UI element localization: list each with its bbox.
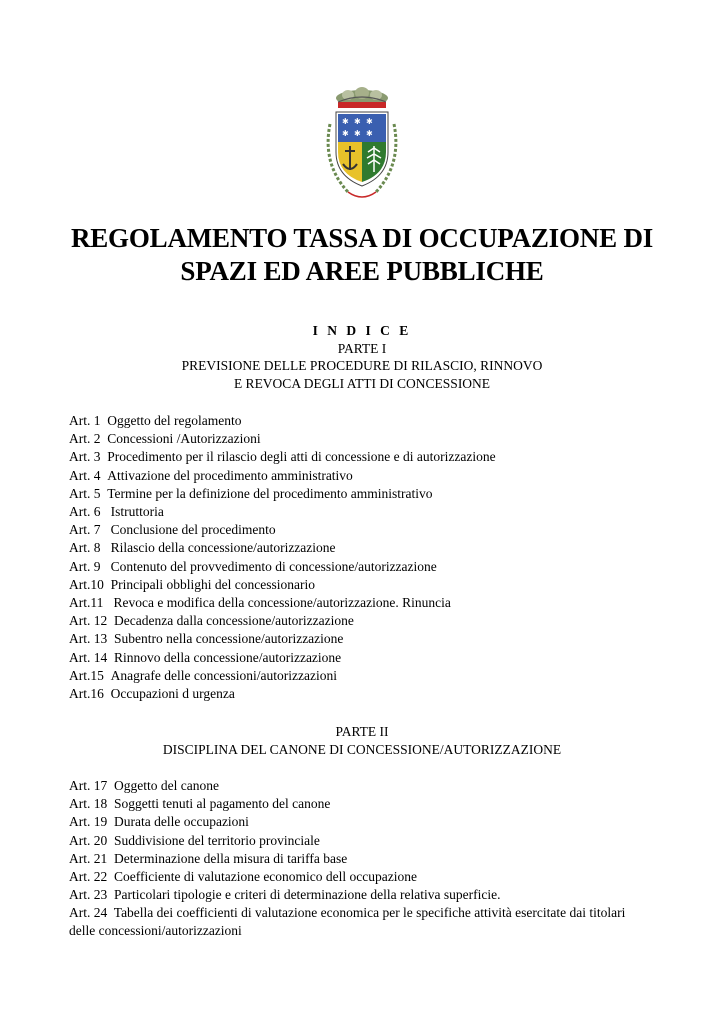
article-title: Revoca e modifica della concessione/autorizzazione. Rinuncia	[110, 595, 451, 611]
article-number: Art.16	[69, 686, 104, 702]
article-number: Art. 6	[69, 504, 101, 520]
article-number: Art. 2	[69, 431, 101, 447]
article-row	[69, 448, 669, 466]
article-number: Art. 21	[69, 850, 108, 866]
article-title: Oggetto del regolamento	[107, 413, 242, 428]
article-title: Anagrafe delle concessioni/autorizzazioni	[110, 667, 338, 683]
article-number: Art. 7	[69, 522, 101, 538]
article-title: Termine per la definizione del procedimento amministrativo	[107, 485, 433, 501]
article-title: Soggetti tenuti al pagamento del canone	[114, 796, 331, 812]
article-title: Determinazione della misura di tariffa base	[114, 850, 348, 866]
article-row	[69, 685, 669, 703]
article-row	[69, 612, 669, 630]
article-number: Art. 13	[69, 631, 108, 647]
article-number: Art. 4	[69, 467, 101, 483]
article-title: Attivazione del procedimento amministrativo	[107, 467, 353, 483]
article-title: Decadenza dalla concessione/autorizzazione	[114, 613, 354, 629]
title-line-1: REGOLAMENTO TASSA DI OCCUPAZIONE DI	[70, 223, 654, 253]
article-title: Concessioni /Autorizzazioni	[107, 431, 261, 447]
article-row	[69, 649, 669, 667]
article-number: Art. 9	[69, 558, 101, 574]
article-title: Rinnovo della concessione/autorizzazione	[114, 649, 342, 665]
article-row	[69, 667, 669, 685]
article-number: Art. 12	[69, 613, 108, 629]
article-row	[69, 777, 669, 795]
index-heading: I N D I C E	[312, 323, 412, 338]
part2-label: PARTE II	[335, 724, 389, 739]
article-title: Rilascio della concessione/autorizzazione	[107, 540, 336, 556]
crown-icon	[336, 87, 388, 108]
article-title: Coefficiente di valutazione economico dell occupazione	[114, 869, 417, 885]
part1-subtitle-1: PREVISIONE DELLE PROCEDURE DI RILASCIO, RINNOVO	[181, 358, 543, 373]
document-title	[0, 222, 724, 288]
article-title: Tabella dei coefficienti di valutazione economica per le specifiche attività esercitate dai titolari delle concessioni/autorizzazioni	[69, 905, 626, 939]
part1-article-list	[69, 412, 669, 703]
article-title: Subentro nella concessione/autorizzazione	[114, 631, 344, 647]
article-number: Art. 5	[69, 485, 101, 501]
article-row	[69, 813, 669, 831]
article-row	[69, 503, 669, 521]
article-row	[69, 886, 669, 904]
article-number: Art. 24	[69, 905, 108, 920]
article-row	[69, 467, 669, 485]
article-title: Durata delle occupazioni	[114, 814, 249, 830]
svg-text:✱: ✱	[354, 129, 361, 138]
part2-header	[0, 723, 724, 758]
article-number: Art.11	[69, 595, 104, 611]
article-row	[69, 832, 669, 850]
article-row	[69, 594, 669, 612]
article-row	[69, 868, 669, 886]
svg-text:✱: ✱	[354, 117, 361, 126]
article-row	[69, 558, 669, 576]
article-title: Istruttoria	[107, 504, 164, 520]
article-title: Principali obblighi del concessionario	[110, 576, 315, 592]
article-number: Art. 23	[69, 887, 108, 903]
coat-of-arms-icon	[318, 84, 406, 206]
article-row	[69, 576, 669, 594]
part2-article-list	[69, 777, 669, 904]
article-24	[69, 904, 639, 940]
article-number: Art. 14	[69, 649, 108, 665]
part1-subtitle-2: E REVOCA DEGLI ATTI DI CONCESSIONE	[233, 375, 491, 391]
title-line-2: SPAZI ED AREE PUBBLICHE	[180, 256, 544, 286]
index-header	[0, 322, 724, 392]
article-number: Art.10	[69, 576, 104, 592]
article-row	[69, 539, 669, 557]
svg-text:✱: ✱	[366, 117, 373, 126]
article-row	[69, 521, 669, 539]
article-number: Art. 19	[69, 814, 108, 830]
article-row	[69, 795, 669, 813]
article-row	[69, 412, 669, 430]
article-title: Oggetto del canone	[114, 778, 219, 793]
article-number: Art. 18	[69, 796, 108, 812]
article-number: Art. 20	[69, 832, 108, 848]
article-title: Procedimento per il rilascio degli atti di concessione e di autorizzazione	[107, 449, 496, 465]
article-number: Art. 1	[69, 413, 101, 428]
svg-text:✱: ✱	[342, 129, 349, 138]
article-title: Conclusione del procedimento	[107, 522, 276, 538]
article-title: Occupazioni d urgenza	[110, 686, 235, 702]
part1-label: PARTE I	[337, 340, 387, 356]
article-number: Art. 17	[69, 778, 108, 793]
article-title: Particolari tipologie e criteri di determinazione della relativa superficie.	[114, 887, 501, 903]
article-row	[69, 630, 669, 648]
article-number: Art. 22	[69, 869, 108, 885]
article-number: Art.15	[69, 667, 104, 683]
svg-text:✱: ✱	[342, 117, 349, 126]
article-row	[69, 485, 669, 503]
article-number: Art. 3	[69, 449, 101, 465]
article-title: Contenuto del provvedimento di concessione/autorizzazione	[107, 558, 437, 574]
article-row	[69, 430, 669, 448]
part2-subtitle: DISCIPLINA DEL CANONE DI CONCESSIONE/AUTORIZZAZIONE	[162, 741, 562, 757]
article-number: Art. 8	[69, 540, 101, 556]
article-row	[69, 850, 669, 868]
svg-text:✱: ✱	[366, 129, 373, 138]
article-title: Suddivisione del territorio provinciale	[114, 832, 320, 848]
